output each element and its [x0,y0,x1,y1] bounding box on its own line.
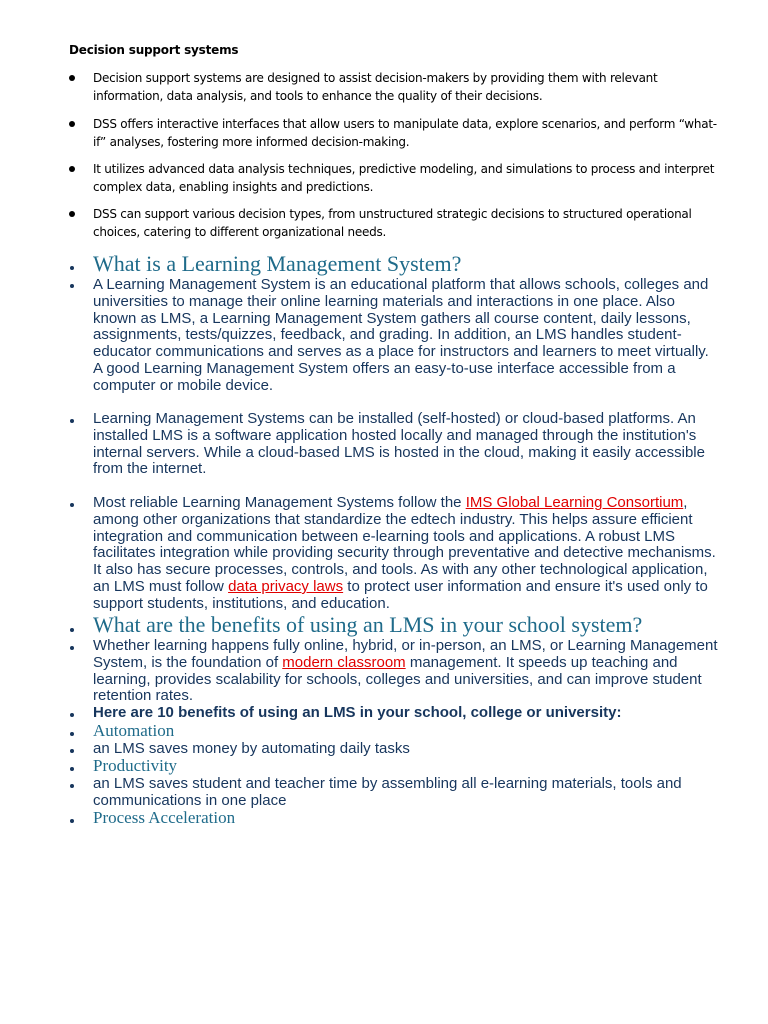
dss-list-item: DSS can support various decision types, from unstructured strategic decisions to structured operational choices, catering to different organizational needs. [93,207,692,239]
lms-paragraph-standards [93,495,721,613]
modern-classroom-link[interactable]: modern classroom [282,653,406,671]
standards-text-middle: , among other organizations that standardize the edtech industry. This helps assure efficient integration and communication between e-learning tools and applications. A robust LMS facilitates integration while providing security through preventative and detective mechanisms. It also has secure processes, controls, and tools. As with any other technological application, an LMS must follow [93,494,716,595]
bullet-dot [70,732,74,736]
benefits-intro: Here are 10 benefits of using an LMS in your school, college or university: [93,704,622,721]
standards-text-start: Most reliable Learning Management Systems follow the [93,494,466,511]
bullet-dot [70,266,74,270]
benefit-title-process-acceleration: Process Acceleration [93,808,236,827]
benefit-title-productivity: Productivity [93,756,178,775]
foundation-text-end: management. It speeds up teaching and learning, provides scalability for schools, colleges and universities, and can improve student retention rates. [93,653,702,705]
dss-section-title: Decision support systems [69,43,239,57]
bullet-dot [70,628,74,632]
bullet-dot [69,121,75,127]
benefit-text-automation: an LMS saves money by automating daily tasks [93,740,410,757]
data-privacy-laws-link[interactable]: data privacy laws [228,577,344,595]
lms-paragraph-foundation [93,638,721,705]
bullet-dot [70,284,74,288]
ims-consortium-link[interactable]: IMS Global Learning Consortium [465,494,684,511]
benefit-text-productivity: an LMS saves student and teacher time by assembling all e-learning materials, tools and communications in one place [93,775,682,809]
lms-paragraph-hosting: Learning Management Systems can be installed (self-hosted) or cloud-based platforms. An installed LMS is a software application hosted locally and managed through the institution's internal servers. While a cloud-based LMS is hosted in the cloud, making it easily accessible from the internet. [93,410,705,478]
lms-heading-benefits: What are the benefits of using an LMS in your school system? [93,612,643,637]
bullet-dot [70,646,74,650]
bullet-dot [69,166,75,172]
bullet-dot [69,211,75,217]
standards-text-end: to protect user information and ensure it's used only to support students, institutions, and education. [93,577,708,612]
bullet-dot [70,713,74,717]
dss-list-item: It utilizes advanced data analysis techniques, predictive modeling, and simulations to process and interpret complex data, enabling insights and predictions. [93,162,715,194]
bullet-dot [70,749,74,753]
foundation-text-start: Whether learning happens fully online, hybrid, or in-person, an LMS, or Learning Management System, is the foundation of [93,637,718,671]
bullet-dot [70,784,74,788]
bullet-dot [70,767,74,771]
lms-paragraph-definition: A Learning Management System is an educational platform that allows schools, colleges and universities to manage their online learning materials and interactions in one place. Also known as LMS, a Learning Management System gathers all course content, daily lessons, assignments, tests/quizzes, feedback, and grading. In addition, an LMS handles student-educator communications and serves as a place for instructors and learners to meet virtually. A good Learning Management System offers an easy-to-use interface accessible from a computer or mobile device. [93,276,709,394]
bullet-dot [70,819,74,823]
dss-list-item: DSS offers interactive interfaces that allow users to manipulate data, explore scenarios, and perform “what-if” analyses, fostering more informed decision-making. [93,117,717,149]
lms-heading-what-is: What is a Learning Management System? [93,251,462,276]
bullet-dot [70,503,74,507]
benefit-title-automation: Automation [93,721,175,740]
bullet-dot [69,75,75,81]
bullet-dot [70,419,74,423]
dss-list-item: Decision support systems are designed to assist decision-makers by providing them with relevant information, data analysis, and tools to enhance the quality of their decisions. [93,71,658,103]
